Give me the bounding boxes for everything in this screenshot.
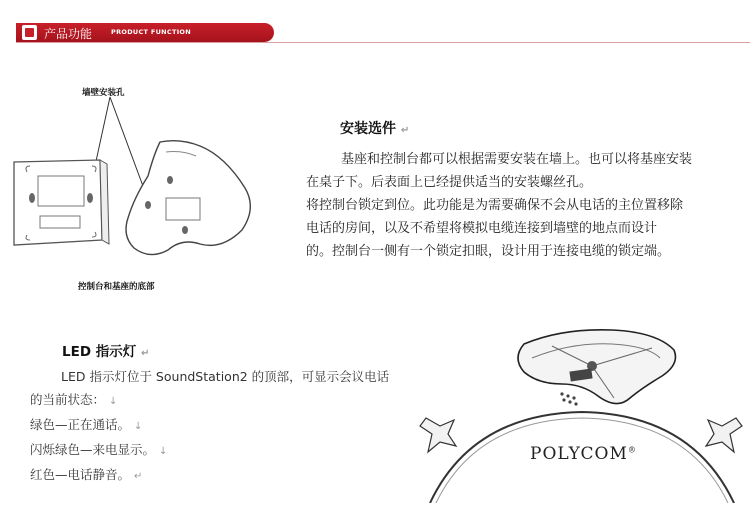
down-mark: ↓ [159, 446, 168, 457]
led-section-title [62, 340, 149, 360]
polycom-console-illustration [412, 322, 750, 503]
install-section-title [340, 118, 409, 138]
led-paragraph [30, 365, 420, 488]
install-line: 电话的房间，以及不希望将模拟电缆连接到墙壁的地点而设计 [306, 221, 658, 236]
return-mark: ↵ [400, 125, 410, 136]
led-line-text: 闪烁绿色—来电显示。 [30, 442, 156, 457]
led-line-text: 绿色—正在通话。 [30, 417, 131, 432]
base-console-bottom-illustration [10, 80, 260, 295]
header-title-en: PRODUCT FUNCTION [111, 28, 191, 36]
polycom-logo [530, 444, 637, 464]
down-mark: ↓ [109, 396, 118, 407]
led-line: LED 指示灯位于 SoundStation2 的顶部，可显示会议电话 [61, 369, 390, 384]
header-title-cn: 产品功能 [44, 27, 93, 41]
console-top-drawing [412, 322, 750, 503]
wall-holes-label: 墙壁安装孔 [82, 88, 125, 98]
down-mark: ↓ [134, 421, 143, 432]
led-title-text: LED 指示灯 [62, 344, 137, 360]
header-divider [16, 42, 750, 43]
led-line [30, 463, 420, 488]
install-line: 的。控制台一侧有一个锁定扣眼，设计用于连接电缆的锁定端。 [306, 244, 671, 259]
install-line: 将控制台锁定到位。此功能是为需要确保不会从电话的主位置移除 [306, 198, 684, 213]
led-line [30, 413, 420, 438]
led-line-text: 的当前状态： [30, 392, 106, 407]
install-line: 基座和控制台都可以根据需要安装在墙上。也可以将基座安装 [341, 152, 693, 167]
bottom-view-drawing [10, 80, 260, 295]
led-line [30, 388, 420, 413]
led-line [30, 438, 420, 463]
install-paragraph [306, 148, 746, 263]
header-logo-icon [22, 25, 37, 40]
install-line: 在桌子下。后表面上已经提供适当的安装螺丝孔。 [306, 175, 593, 190]
section-header [16, 23, 274, 43]
brand-name: POLYCOM [530, 444, 628, 464]
registered-mark: ® [627, 445, 637, 455]
return-mark: ↵ [140, 348, 150, 359]
led-line-text: 红色—电话静音。 [30, 467, 131, 482]
return-mark: ↵ [134, 471, 143, 482]
install-title-text: 安装选件 [340, 121, 396, 137]
bottom-view-label: 控制台和基座的底部 [78, 282, 155, 292]
